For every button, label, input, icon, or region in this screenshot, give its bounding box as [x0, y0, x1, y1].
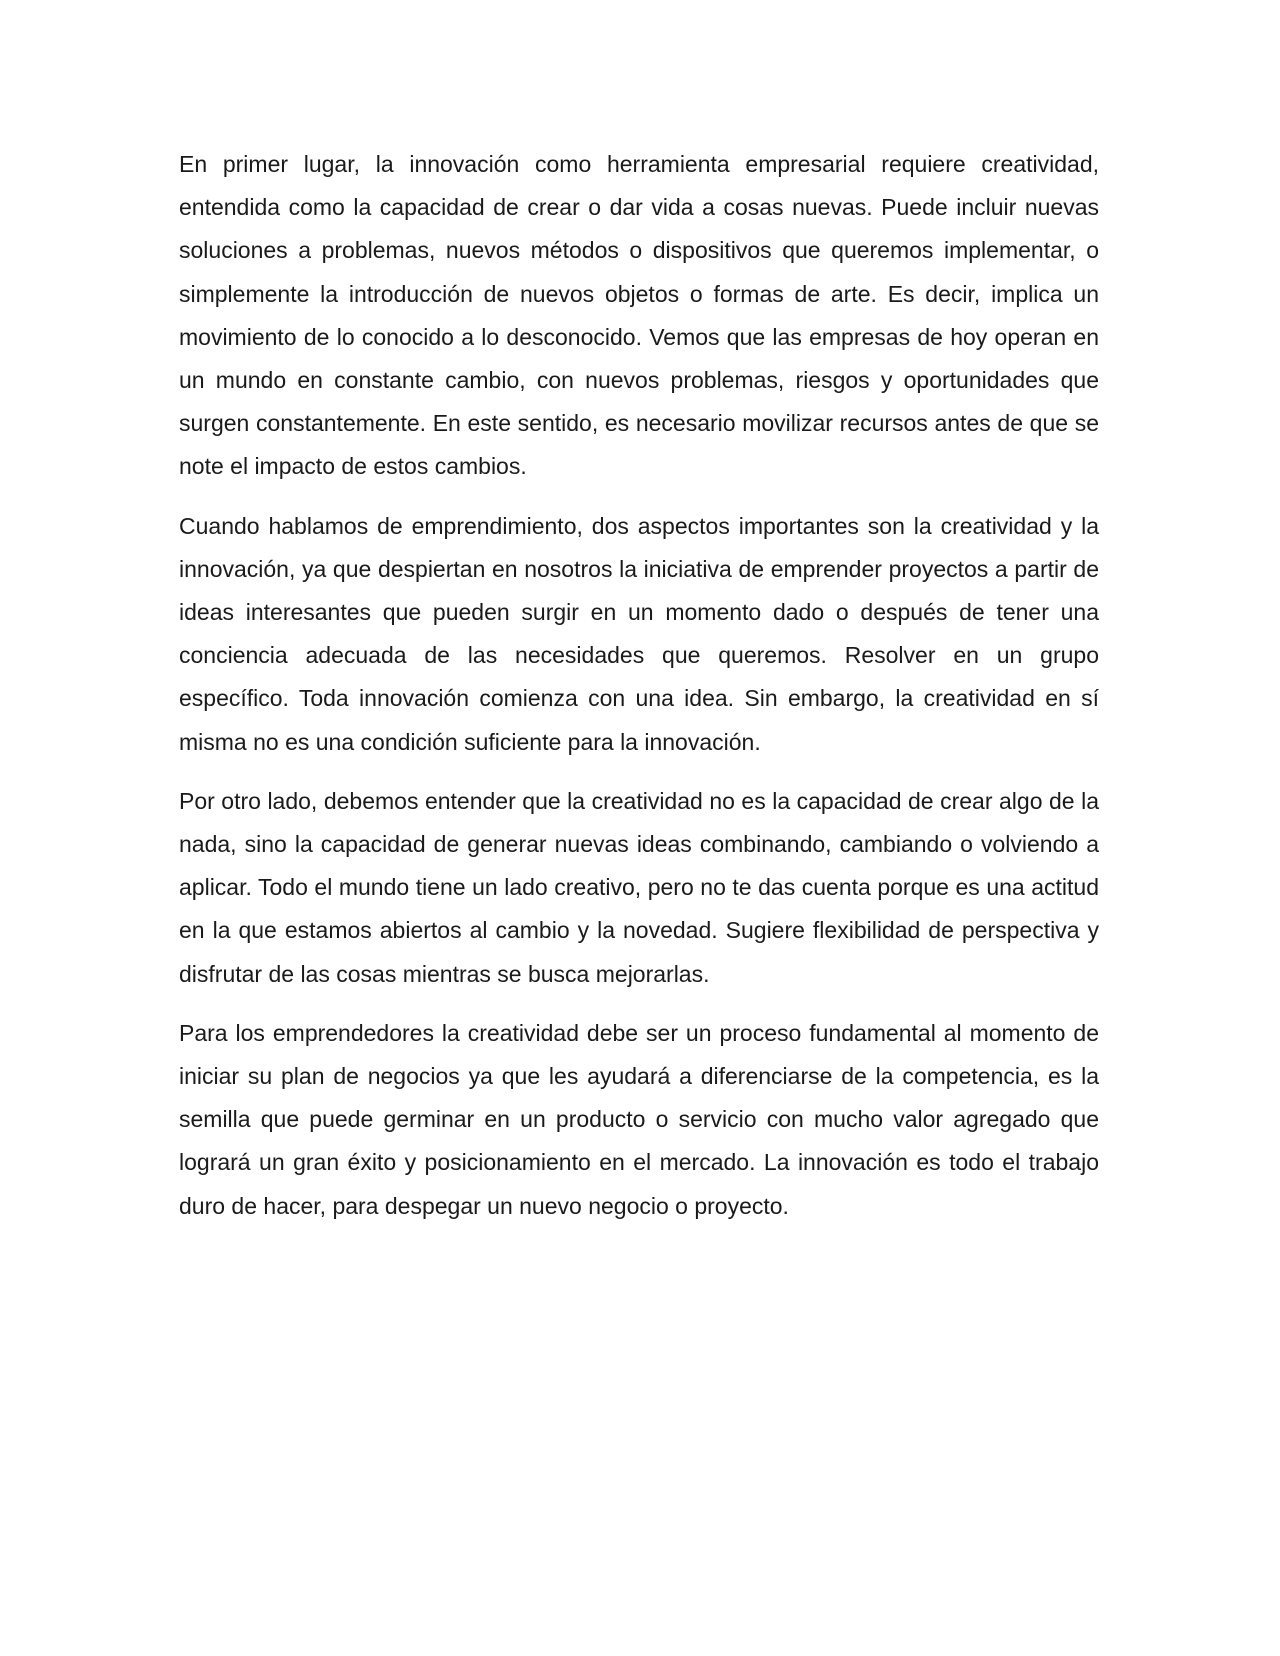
paragraph-1: En primer lugar, la innovación como herramienta empresarial requiere creatividad, entendida como la capacidad de crear o dar vida a cosas nuevas. Puede incluir nuevas soluciones a problemas, nuevos métodos o dispositivos que queremos implementar, o simplemente la introducción de nuevos objetos o formas de arte. Es decir, implica un movimiento de lo conocido a lo desconocido. Vemos que las empresas de hoy operan en un mundo en constante cambio, con nuevos problemas, riesgos y oportunidades que surgen constantemente. En este sentido, es necesario movilizar recursos antes de que se note el impacto de estos cambios. — [179, 151, 1099, 480]
document-body — [179, 143, 1099, 1244]
paragraph-4: Para los emprendedores la creatividad debe ser un proceso fundamental al momento de iniciar su plan de negocios ya que les ayudará a diferenciarse de la competencia, es la semilla que puede germinar en un producto o servicio con mucho valor agregado que logrará un gran éxito y posicionamiento en el mercado. La innovación es todo el trabajo duro de hacer, para despegar un nuevo negocio o proyecto. — [179, 1019, 1099, 1219]
paragraph-3: Por otro lado, debemos entender que la creatividad no es la capacidad de crear algo de la nada, sino la capacidad de generar nuevas ideas combinando, cambiando o volviendo a aplicar. Todo el mundo tiene un lado creativo, pero no te das cuenta porque es una actitud en la que estamos abiertos al cambio y la novedad. Sugiere flexibilidad de perspectiva y disfrutar de las cosas mientras se busca mejorarlas. — [179, 787, 1099, 987]
paragraph-2: Cuando hablamos de emprendimiento, dos aspectos importantes son la creatividad y la innovación, ya que despiertan en nosotros la iniciativa de emprender proyectos a partir de ideas interesantes que pueden surgir en un momento dado o después de tener una conciencia adecuada de las necesidades que queremos. Resolver en un grupo específico. Toda innovación comienza con una idea. Sin embargo, la creatividad en sí misma no es una condición suficiente para la innovación. — [179, 512, 1099, 755]
